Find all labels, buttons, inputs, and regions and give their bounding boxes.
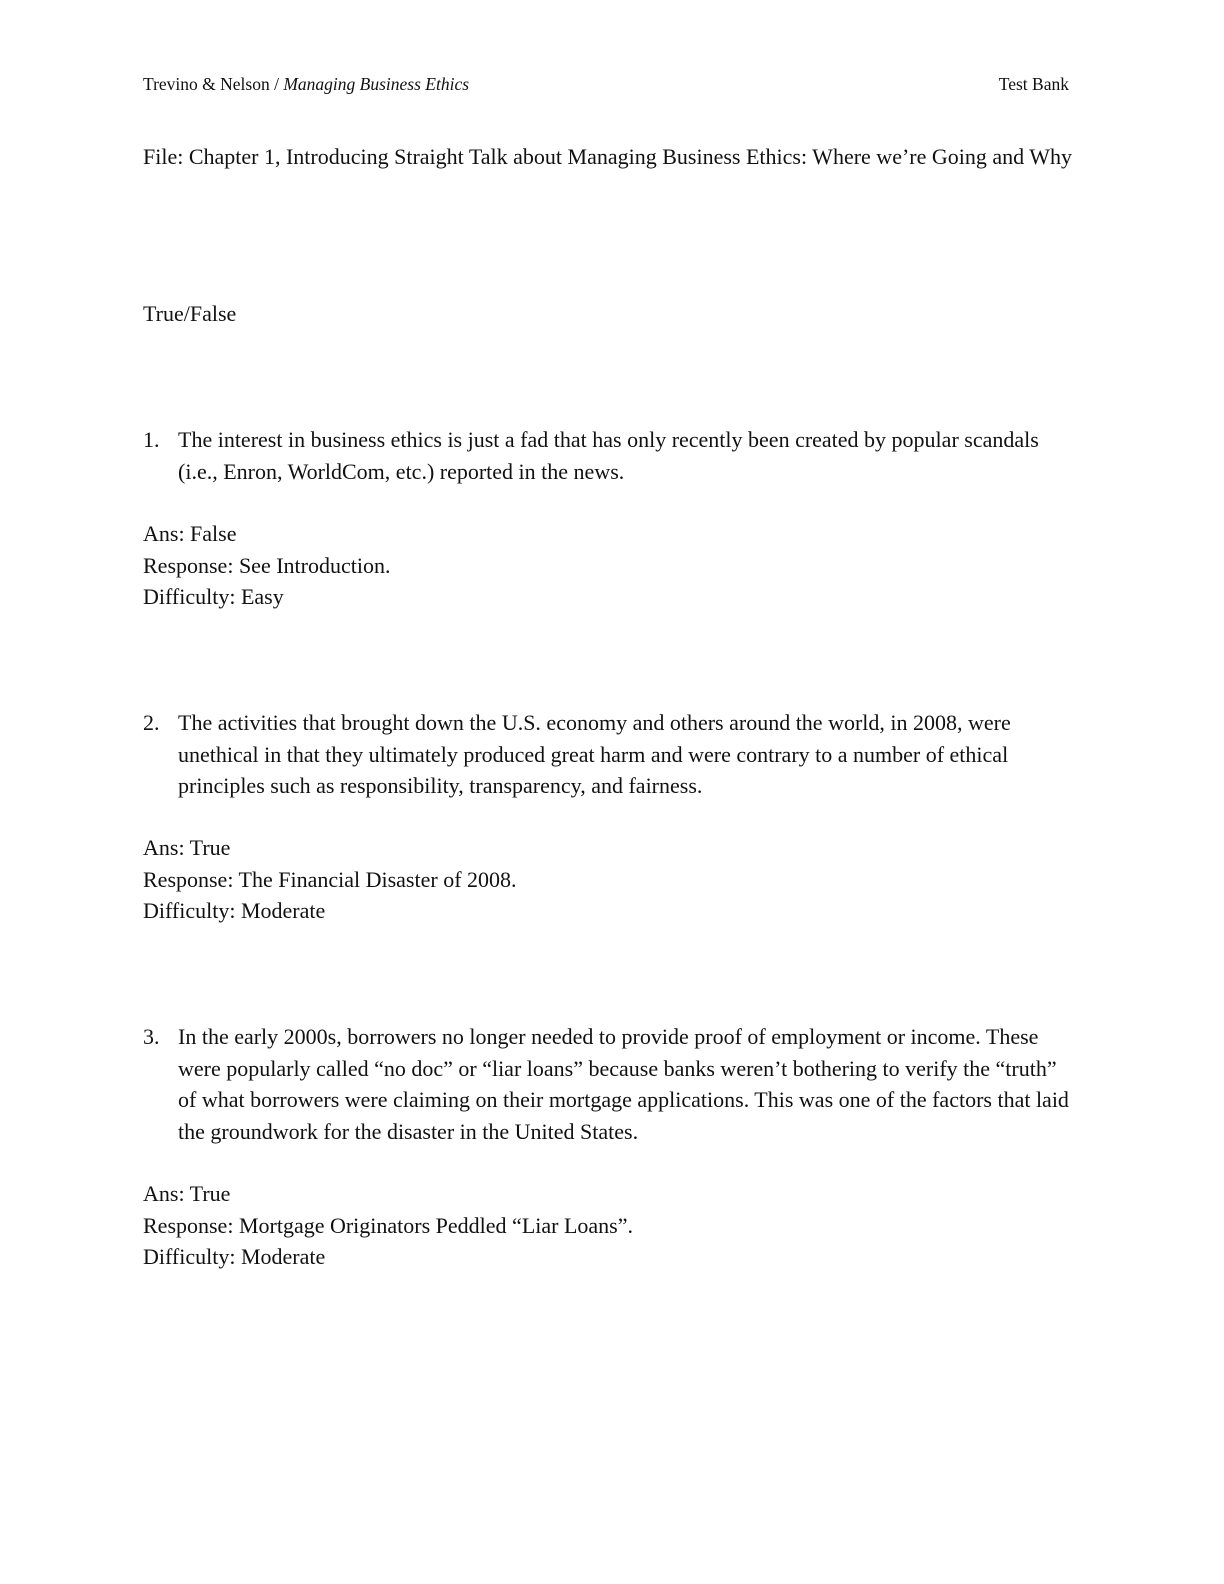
header-left xyxy=(143,72,469,96)
difficulty: Difficulty: Moderate xyxy=(143,1244,326,1269)
question-text: The interest in business ethics is just a fad that has only recently been created by popular scandals (i.e., Enron, WorldCom, etc.) reported in the news. xyxy=(178,427,1039,484)
question-number: 2. xyxy=(143,710,160,735)
answer-block-3 xyxy=(143,1178,1073,1273)
question-3 xyxy=(143,1021,1073,1147)
answer: Ans: True xyxy=(143,1181,231,1206)
difficulty: Difficulty: Easy xyxy=(143,584,284,609)
header-right: Test Bank xyxy=(998,74,1069,94)
question-number: 1. xyxy=(143,427,160,452)
section-heading: True/False xyxy=(143,301,237,326)
response: Response: See Introduction. xyxy=(143,552,391,578)
answer-block-1 xyxy=(143,518,1073,613)
question-2 xyxy=(143,707,1073,802)
response: Response: The Financial Disaster of 2008. xyxy=(143,866,517,892)
header-authors: Trevino & Nelson / xyxy=(143,74,284,94)
difficulty: Difficulty: Moderate xyxy=(143,898,326,923)
header-book-title: Managing Business Ethics xyxy=(283,74,470,94)
answer-block-2 xyxy=(143,832,1073,927)
page-header xyxy=(143,72,1069,96)
question-1 xyxy=(143,424,1073,487)
question-number: 3. xyxy=(143,1024,160,1049)
response: Response: Mortgage Originators Peddled “Liar Loans”. xyxy=(143,1212,633,1238)
file-title: File: Chapter 1, Introducing Straight Talk about Managing Business Ethics: Where we’re Going and Why xyxy=(143,144,1073,169)
answer: Ans: True xyxy=(143,835,231,860)
question-text: The activities that brought down the U.S. economy and others around the world, in 2008, were unethical in that they ultimately produced great harm and were contrary to a number of ethical principles such as responsibility, transparency, and fairness. xyxy=(178,710,1011,798)
question-text: In the early 2000s, borrowers no longer needed to provide proof of employment or income. These were popularly called “no doc” or “liar loans” because banks weren’t bothering to verify the “truth” of what borrowers were claiming on their mortgage applications. This was one of the factors that laid the groundwork for the disaster in the United States. xyxy=(178,1024,1069,1144)
answer: Ans: False xyxy=(143,521,237,546)
